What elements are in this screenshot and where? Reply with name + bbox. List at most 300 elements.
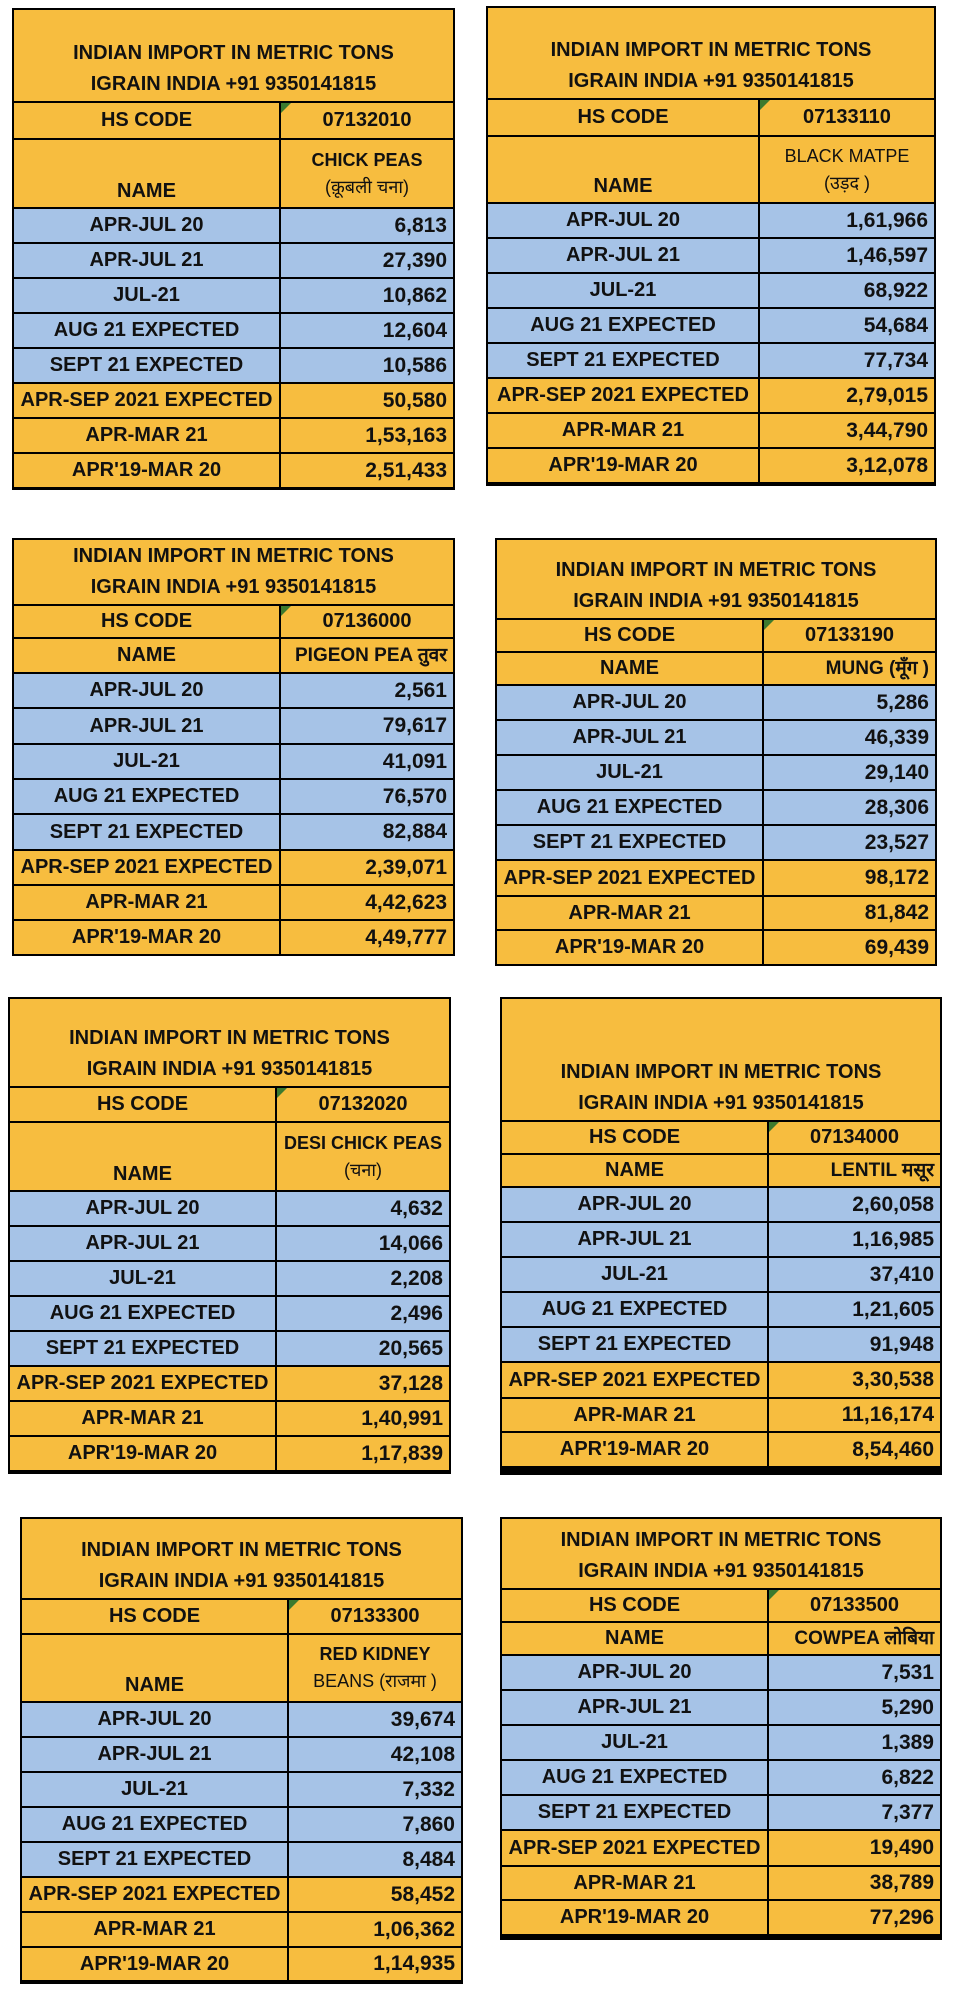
row-label: SEPT 21 EXPECTED [22, 1843, 287, 1876]
name-label: NAME [10, 1123, 275, 1190]
row-value: 1,16,985 [769, 1223, 940, 1256]
commodity-name [281, 140, 453, 207]
row-value: 7,332 [289, 1773, 461, 1806]
import-table [20, 1517, 463, 1984]
row-label: APR-MAR 21 [14, 886, 279, 919]
hs-code-label: HS CODE [10, 1088, 275, 1121]
row-label: APR-SEP 2021 EXPECTED [488, 379, 758, 412]
row-label: APR-SEP 2021 EXPECTED [502, 1831, 767, 1865]
table-row [22, 1703, 461, 1736]
row-value: 2,496 [277, 1297, 449, 1330]
row-label: AUG 21 EXPECTED [502, 1293, 767, 1326]
table-row [14, 745, 453, 778]
row-value: 58,452 [289, 1878, 461, 1911]
hs-code-text: 07132020 [318, 1093, 408, 1115]
table-row [488, 309, 934, 342]
row-value: 77,296 [769, 1901, 940, 1934]
row-label: APR-MAR 21 [22, 1913, 287, 1946]
table-title [14, 540, 453, 604]
commodity-name [277, 1123, 449, 1190]
table-row [14, 921, 453, 954]
hs-code-label: HS CODE [502, 1590, 767, 1621]
row-value: 91,948 [769, 1328, 940, 1361]
commodity-name-line-1: BLACK MATPE [784, 145, 910, 166]
table-row [502, 1223, 940, 1256]
table-row [502, 1726, 940, 1759]
row-label: APR-JUL 21 [497, 721, 762, 754]
row-label: JUL-21 [488, 274, 758, 307]
title-line-2: IGRAIN INDIA +91 9350141815 [578, 1560, 864, 1582]
hs-code-row [14, 103, 453, 138]
name-label: NAME [497, 653, 762, 684]
row-value: 8,484 [289, 1843, 461, 1876]
row-value: 39,674 [289, 1703, 461, 1736]
cell-indicator-icon [769, 1590, 779, 1600]
table-row [14, 314, 453, 347]
row-label: APR-MAR 21 [502, 1399, 767, 1431]
row-label: APR-JUL 20 [10, 1192, 275, 1225]
table-title [14, 10, 453, 101]
title-line-1: INDIAN IMPORT IN METRIC TONS [555, 559, 877, 581]
title-line-1: INDIAN IMPORT IN METRIC TONS [81, 1539, 402, 1561]
table-title [22, 1519, 461, 1598]
hs-code-value [281, 606, 453, 637]
row-label: APR'19-MAR 20 [10, 1437, 275, 1470]
row-label: SEPT 21 EXPECTED [14, 349, 279, 382]
row-value: 79,617 [281, 709, 453, 743]
row-value: 1,21,605 [769, 1293, 940, 1326]
table-row [14, 709, 453, 743]
name-label: NAME [502, 1623, 767, 1654]
table-row [14, 780, 453, 813]
cell-indicator-icon [289, 1600, 299, 1610]
table-row [10, 1227, 449, 1260]
table-row [488, 204, 934, 237]
row-label: APR-JUL 20 [488, 204, 758, 237]
row-label: APR'19-MAR 20 [14, 921, 279, 954]
row-value: 23,527 [764, 826, 935, 859]
table-row [10, 1332, 449, 1365]
table-row [488, 344, 934, 377]
row-value: 98,172 [764, 861, 935, 895]
row-value: 8,54,460 [769, 1433, 940, 1466]
row-value: 28,306 [764, 791, 935, 824]
row-label: SEPT 21 EXPECTED [488, 344, 758, 377]
commodity-name [289, 1635, 461, 1701]
row-value: 7,860 [289, 1808, 461, 1841]
row-value: 1,389 [769, 1726, 940, 1759]
title-line-1: INDIAN IMPORT IN METRIC TONS [560, 1061, 882, 1083]
row-value: 76,570 [281, 780, 453, 813]
row-label: APR-JUL 21 [14, 244, 279, 277]
table-row [502, 1399, 940, 1431]
import-table [500, 997, 942, 1475]
title-line-1: INDIAN IMPORT IN METRIC TONS [560, 1529, 882, 1551]
row-label: APR-SEP 2021 EXPECTED [502, 1363, 767, 1397]
table-row [502, 1796, 940, 1829]
hs-code-label: HS CODE [14, 606, 279, 637]
table-row [502, 1258, 940, 1291]
table-row [10, 1192, 449, 1225]
table-row [14, 419, 453, 452]
row-value: 50,580 [281, 384, 453, 417]
table-title [497, 540, 935, 618]
table-row [10, 1367, 449, 1400]
table-row [14, 244, 453, 277]
import-table [495, 538, 937, 966]
table-row [502, 1363, 940, 1397]
cell-indicator-icon [769, 1122, 779, 1132]
row-label: SEPT 21 EXPECTED [497, 826, 762, 859]
table-row [502, 1656, 940, 1689]
row-label: AUG 21 EXPECTED [14, 780, 279, 813]
row-label: APR-MAR 21 [10, 1402, 275, 1435]
row-value: 10,862 [281, 279, 453, 312]
table-row [14, 851, 453, 884]
row-label: APR-JUL 21 [22, 1738, 287, 1771]
table-row [497, 721, 935, 754]
row-value: 7,377 [769, 1796, 940, 1829]
row-label: SEPT 21 EXPECTED [10, 1332, 275, 1365]
commodity-name-line-2: (उड़द ) [823, 172, 871, 193]
row-value: 29,140 [764, 756, 935, 789]
row-value: 19,490 [769, 1831, 940, 1865]
row-value: 3,12,078 [760, 449, 934, 482]
table-row [497, 791, 935, 824]
name-row [502, 1623, 940, 1654]
hs-code-text: 07133500 [810, 1594, 899, 1616]
row-value: 27,390 [281, 244, 453, 277]
row-label: APR-JUL 20 [497, 686, 762, 719]
row-label: APR'19-MAR 20 [502, 1901, 767, 1934]
table-row [497, 861, 935, 895]
row-label: APR'19-MAR 20 [497, 931, 762, 964]
table-title [502, 999, 940, 1120]
import-table [8, 997, 451, 1474]
table-row [10, 1437, 449, 1470]
hs-code-label: HS CODE [22, 1600, 287, 1633]
hs-code-value [281, 103, 453, 138]
table-row [488, 274, 934, 307]
name-label: NAME [14, 140, 279, 207]
hs-code-row [22, 1600, 461, 1633]
hs-code-row [14, 606, 453, 637]
title-line-2: IGRAIN INDIA +91 9350141815 [90, 576, 377, 598]
commodity-name-line-2: (चना) [343, 1159, 383, 1180]
hs-code-text: 07133110 [803, 106, 891, 128]
hs-code-text: 07134000 [810, 1126, 899, 1148]
row-label: APR-MAR 21 [14, 419, 279, 452]
table-row [488, 449, 934, 482]
row-value: 12,604 [281, 314, 453, 347]
table-row [14, 209, 453, 242]
name-row [502, 1155, 940, 1186]
name-row [488, 137, 934, 202]
row-value: 20,565 [277, 1332, 449, 1365]
commodity-name-line-1: RED KIDNEY [319, 1644, 431, 1664]
table-row [22, 1913, 461, 1946]
name-row [10, 1123, 449, 1190]
table-row [22, 1773, 461, 1806]
row-label: APR-MAR 21 [488, 414, 758, 447]
cell-indicator-icon [760, 100, 770, 110]
table-row [14, 674, 453, 707]
commodity-name-line-1: MUNG (मूँग ) [825, 658, 929, 679]
table-row [14, 886, 453, 919]
import-table [12, 538, 455, 956]
table-row [22, 1878, 461, 1911]
hs-code-value [769, 1590, 940, 1621]
row-value: 2,39,071 [281, 851, 453, 884]
table-row [22, 1843, 461, 1876]
table-title [10, 999, 449, 1086]
import-table [486, 6, 936, 486]
row-value: 1,40,991 [277, 1402, 449, 1435]
row-value: 14,066 [277, 1227, 449, 1260]
row-label: APR-JUL 21 [14, 709, 279, 743]
row-value: 81,842 [764, 897, 935, 929]
table-row [14, 454, 453, 487]
import-table [12, 8, 455, 490]
table-row [488, 239, 934, 272]
row-label: APR'19-MAR 20 [502, 1433, 767, 1466]
hs-code-value [769, 1122, 940, 1153]
cell-indicator-icon [764, 620, 774, 630]
hs-code-text: 07133300 [330, 1605, 420, 1627]
row-value: 68,922 [760, 274, 934, 307]
table-row [502, 1188, 940, 1221]
table-row [502, 1433, 940, 1466]
cell-indicator-icon [281, 606, 291, 616]
table-row [502, 1293, 940, 1326]
hs-code-row [488, 100, 934, 135]
row-value: 4,42,623 [281, 886, 453, 919]
commodity-name [764, 653, 935, 684]
title-line-2: IGRAIN INDIA +91 9350141815 [573, 590, 859, 612]
row-value: 2,51,433 [281, 454, 453, 487]
row-label: SEPT 21 EXPECTED [14, 815, 279, 849]
table-row [497, 826, 935, 859]
hs-code-text: 07136000 [322, 610, 412, 632]
cell-indicator-icon [277, 1088, 287, 1098]
row-value: 4,632 [277, 1192, 449, 1225]
row-value: 54,684 [760, 309, 934, 342]
commodity-name-line-1: PIGEON PEA तुवर [295, 645, 447, 666]
commodity-name [769, 1155, 940, 1186]
row-value: 3,30,538 [769, 1363, 940, 1397]
hs-code-label: HS CODE [488, 100, 758, 135]
table-row [14, 815, 453, 849]
commodity-name [769, 1623, 940, 1654]
row-value: 1,14,935 [289, 1948, 461, 1980]
row-label: APR-JUL 20 [502, 1656, 767, 1689]
table-row [14, 384, 453, 417]
row-value: 5,286 [764, 686, 935, 719]
table-row [14, 349, 453, 382]
hs-code-value [289, 1600, 461, 1633]
table-row [502, 1691, 940, 1724]
name-row [14, 639, 453, 672]
row-label: APR-JUL 21 [488, 239, 758, 272]
row-value: 5,290 [769, 1691, 940, 1724]
row-label: APR-SEP 2021 EXPECTED [22, 1878, 287, 1911]
commodity-name-line-2: (क़ूबली चना) [324, 176, 410, 197]
row-label: JUL-21 [497, 756, 762, 789]
table-row [488, 379, 934, 412]
row-value: 37,128 [277, 1367, 449, 1400]
row-label: APR'19-MAR 20 [22, 1948, 287, 1980]
row-label: AUG 21 EXPECTED [497, 791, 762, 824]
row-label: APR-SEP 2021 EXPECTED [10, 1367, 275, 1400]
row-label: APR-JUL 20 [502, 1188, 767, 1221]
row-value: 6,813 [281, 209, 453, 242]
title-line-2: IGRAIN INDIA +91 9350141815 [98, 1570, 385, 1592]
table-row [497, 686, 935, 719]
row-value: 42,108 [289, 1738, 461, 1771]
row-value: 38,789 [769, 1867, 940, 1899]
row-value: 41,091 [281, 745, 453, 778]
row-label: JUL-21 [502, 1726, 767, 1759]
title-line-1: INDIAN IMPORT IN METRIC TONS [73, 42, 394, 64]
import-table [500, 1517, 942, 1940]
table-row [502, 1901, 940, 1934]
row-label: APR-MAR 21 [502, 1867, 767, 1899]
name-row [497, 653, 935, 684]
row-value: 4,49,777 [281, 921, 453, 954]
title-line-2: IGRAIN INDIA +91 9350141815 [568, 70, 854, 92]
hs-code-label: HS CODE [497, 620, 762, 651]
row-label: SEPT 21 EXPECTED [502, 1328, 767, 1361]
row-label: AUG 21 EXPECTED [10, 1297, 275, 1330]
row-value: 77,734 [760, 344, 934, 377]
row-value: 1,17,839 [277, 1437, 449, 1470]
row-label: APR-JUL 21 [10, 1227, 275, 1260]
hs-code-row [502, 1122, 940, 1153]
name-label: NAME [22, 1635, 287, 1701]
commodity-name-line-2: BEANS (राजमा ) [313, 1671, 437, 1691]
table-title [488, 8, 934, 98]
title-line-1: INDIAN IMPORT IN METRIC TONS [550, 39, 872, 61]
table-row [22, 1948, 461, 1980]
table-row [22, 1738, 461, 1771]
title-line-1: INDIAN IMPORT IN METRIC TONS [73, 545, 394, 567]
title-line-2: IGRAIN INDIA +91 9350141815 [90, 73, 377, 95]
row-value: 37,410 [769, 1258, 940, 1291]
row-value: 2,79,015 [760, 379, 934, 412]
row-label: JUL-21 [14, 745, 279, 778]
row-label: APR-SEP 2021 EXPECTED [497, 861, 762, 895]
row-value: 1,06,362 [289, 1913, 461, 1946]
row-value: 1,61,966 [760, 204, 934, 237]
table-row [10, 1262, 449, 1295]
row-label: APR-JUL 21 [502, 1223, 767, 1256]
table-title [502, 1519, 940, 1588]
hs-code-text: 07133190 [805, 624, 894, 646]
table-row [502, 1831, 940, 1865]
row-label: JUL-21 [10, 1262, 275, 1295]
commodity-name [760, 137, 934, 202]
row-label: SEPT 21 EXPECTED [502, 1796, 767, 1829]
row-value: 1,46,597 [760, 239, 934, 272]
row-value: 11,16,174 [769, 1399, 940, 1431]
row-value: 7,531 [769, 1656, 940, 1689]
table-row [22, 1808, 461, 1841]
table-row [497, 897, 935, 929]
row-label: JUL-21 [14, 279, 279, 312]
title-line-2: IGRAIN INDIA +91 9350141815 [86, 1058, 373, 1080]
row-value: 10,586 [281, 349, 453, 382]
commodity-name-line-1: DESI CHICK PEAS [283, 1132, 443, 1153]
row-label: AUG 21 EXPECTED [22, 1808, 287, 1841]
row-label: APR-MAR 21 [497, 897, 762, 929]
row-label: APR-SEP 2021 EXPECTED [14, 384, 279, 417]
row-label: APR-JUL 21 [502, 1691, 767, 1724]
title-line-2: IGRAIN INDIA +91 9350141815 [578, 1092, 864, 1114]
row-value: 2,208 [277, 1262, 449, 1295]
row-label: AUG 21 EXPECTED [502, 1761, 767, 1794]
row-value: 1,53,163 [281, 419, 453, 452]
hs-code-row [502, 1590, 940, 1621]
table-row [10, 1402, 449, 1435]
row-label: JUL-21 [502, 1258, 767, 1291]
row-label: APR'19-MAR 20 [488, 449, 758, 482]
row-value: 46,339 [764, 721, 935, 754]
commodity-name [281, 639, 453, 672]
row-label: AUG 21 EXPECTED [14, 314, 279, 347]
row-value: 2,561 [281, 674, 453, 707]
row-label: JUL-21 [22, 1773, 287, 1806]
hs-code-label: HS CODE [502, 1122, 767, 1153]
row-label: AUG 21 EXPECTED [488, 309, 758, 342]
row-label: APR-JUL 20 [22, 1703, 287, 1736]
table-row [488, 414, 934, 447]
row-value: 2,60,058 [769, 1188, 940, 1221]
table-row [502, 1867, 940, 1899]
row-label: APR-SEP 2021 EXPECTED [14, 851, 279, 884]
table-row [497, 756, 935, 789]
commodity-name-line-1: LENTIL मसूर [830, 1160, 934, 1181]
table-row [14, 279, 453, 312]
row-label: APR-JUL 20 [14, 674, 279, 707]
hs-code-text: 07132010 [322, 109, 412, 131]
row-value: 69,439 [764, 931, 935, 964]
row-value: 82,884 [281, 815, 453, 849]
table-row [497, 931, 935, 964]
name-row [14, 140, 453, 207]
row-label: APR-JUL 20 [14, 209, 279, 242]
name-label: NAME [502, 1155, 767, 1186]
title-line-1: INDIAN IMPORT IN METRIC TONS [69, 1027, 390, 1049]
hs-code-value [764, 620, 935, 651]
row-label: APR'19-MAR 20 [14, 454, 279, 487]
table-row [502, 1328, 940, 1361]
row-value: 6,822 [769, 1761, 940, 1794]
hs-code-label: HS CODE [14, 103, 279, 138]
hs-code-row [10, 1088, 449, 1121]
row-value: 3,44,790 [760, 414, 934, 447]
name-row [22, 1635, 461, 1701]
name-label: NAME [14, 639, 279, 672]
name-label: NAME [488, 137, 758, 202]
hs-code-row [497, 620, 935, 651]
commodity-name-line-1: COWPEA लोबिया [794, 1628, 934, 1649]
commodity-name-line-1: CHICK PEAS [311, 149, 423, 170]
cell-indicator-icon [281, 103, 291, 113]
hs-code-value [760, 100, 934, 135]
hs-code-value [277, 1088, 449, 1121]
table-row [10, 1297, 449, 1330]
table-row [502, 1761, 940, 1794]
